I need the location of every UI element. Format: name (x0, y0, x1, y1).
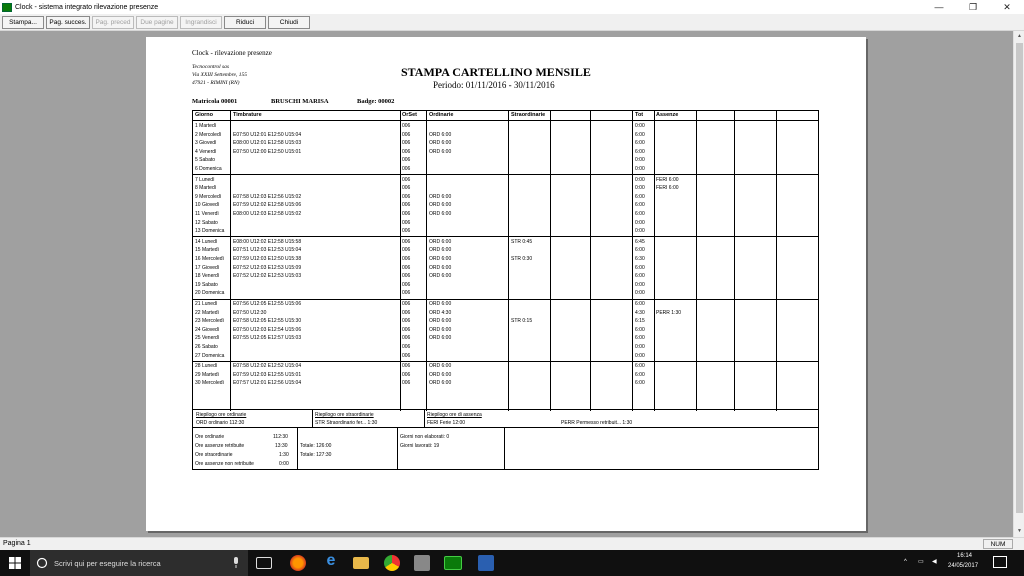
cell-tot: 0:00 (635, 228, 645, 235)
cell-giorno: 6 Domenica (195, 166, 222, 172)
table-row (193, 326, 820, 335)
cell-giorno: 5 Sabato (195, 157, 216, 164)
close-icon[interactable]: ✕ (1003, 1, 1011, 12)
cell-ordinarie: ORD 6:00 (429, 326, 452, 333)
cell-giorno: 28 Lunedì (195, 363, 218, 370)
zoom-in-button[interactable]: Ingrandisci (180, 16, 222, 29)
cell-straordinarie: STR 0:45 (511, 238, 533, 245)
cell-giorno: 21 Lunedì (195, 301, 218, 307)
badge: Badge: 00002 (357, 98, 395, 105)
summary-box (192, 410, 819, 428)
summary-divider (424, 410, 425, 428)
riepilogo-assenze-line1: FERI Ferie 12:00 (427, 420, 466, 426)
cell-orset: 006 (402, 238, 411, 245)
tot-label: Ore assenze non retribuite (195, 461, 254, 467)
col-header-timbrature: Timbrature (233, 112, 262, 118)
totale-1: Totale: 126:00 (300, 443, 332, 449)
table-row (193, 272, 820, 281)
table-row (193, 343, 820, 352)
col-header-giorno: Giorno (195, 112, 214, 118)
cell-giorno: 2 Mercoledì (195, 131, 222, 138)
cell-orset: 006 (402, 123, 411, 129)
table-row (193, 148, 820, 157)
cell-orset: 006 (402, 380, 411, 387)
cell-tot: 6:00 (635, 301, 645, 307)
cell-orset: 006 (402, 344, 411, 350)
table-row (193, 227, 820, 236)
cell-timbrature: E07:52 U12:02 E12:53 U15:03 (233, 273, 302, 280)
cell-tot: 0:00 (635, 166, 645, 172)
cell-timbrature: E07:58 U12:03 E12:56 U15:02 (233, 193, 302, 200)
close-button[interactable]: Chiudi (268, 16, 310, 29)
table-row (193, 131, 820, 140)
table-row (193, 176, 820, 185)
cell-tot: 0:00 (635, 344, 645, 350)
cell-tot: 6:45 (635, 238, 645, 245)
cell-orset: 006 (402, 256, 411, 262)
cell-tot: 0:00 (635, 123, 645, 129)
cell-giorno: 4 Venerdì (195, 148, 217, 155)
window-title: Clock - sistema integrato rilevazione presenze (15, 3, 159, 11)
cell-straordinarie: STR 0:30 (511, 256, 533, 262)
cell-assenze: PERR 1:30 (656, 309, 682, 316)
header-divider (193, 120, 818, 121)
cell-timbrature: E07:50 U12:03 E12:54 U15:06 (233, 326, 302, 333)
table-row (193, 165, 820, 174)
taskbar (0, 550, 1024, 576)
table-row (193, 300, 820, 309)
cell-giorno: 26 Sabato (195, 344, 218, 350)
cell-tot: 6:00 (635, 273, 645, 280)
cell-orset: 006 (402, 166, 411, 172)
title-bar (0, 0, 1024, 14)
riepilogo-straordinarie-line: STR Straordinario fer... 1:30 (315, 420, 378, 426)
app-icon[interactable] (414, 555, 430, 571)
clock-date[interactable]: 24/05/2017 (948, 563, 979, 569)
minimize-icon[interactable]: — (934, 2, 944, 12)
cell-giorno: 9 Mercoledì (195, 193, 222, 200)
cell-timbrature: E07:59 U12:03 E12:50 U15:38 (233, 256, 302, 262)
cell-tot: 6:00 (635, 380, 645, 387)
cell-giorno: 18 Venerdì (195, 273, 220, 280)
col-header-straordinarie: Straordinarie (511, 112, 546, 118)
cell-timbrature: E07:58 U12:02 E12:52 U15:04 (233, 363, 302, 370)
preview-viewport[interactable] (0, 31, 1013, 537)
cell-orset: 006 (402, 318, 411, 325)
tot-label: Ore assenze retribuite (195, 443, 245, 449)
cell-tot: 6:00 (635, 326, 645, 333)
cell-tot: 6:00 (635, 371, 645, 378)
cell-giorno: 27 Domenica (195, 352, 225, 359)
table-row (193, 255, 820, 264)
cell-giorno: 15 Martedì (195, 247, 219, 254)
microphone-icon[interactable] (232, 557, 240, 569)
scroll-thumb[interactable] (1016, 43, 1023, 513)
cell-orset: 006 (402, 301, 411, 307)
cell-tot: 6:15 (635, 318, 645, 325)
cell-ordinarie: ORD 6:00 (429, 247, 452, 254)
firefox-icon[interactable] (290, 555, 306, 571)
totale-2: Totale: 127:30 (300, 452, 332, 458)
taskbar-search[interactable] (30, 550, 248, 576)
cell-tot: 6:30 (635, 256, 645, 262)
cell-tot: 6:00 (635, 247, 645, 254)
cell-tot: 0:00 (635, 281, 645, 288)
cell-tot: 0:00 (635, 352, 645, 359)
cell-giorno: 3 Giovedì (195, 140, 217, 147)
cell-ordinarie: ORD 6:00 (429, 273, 452, 280)
totals-divider (297, 428, 298, 469)
cell-timbrature: E07:57 U12:01 E12:56 U15:04 (233, 380, 302, 387)
cell-tot: 6:00 (635, 148, 645, 155)
cell-orset: 006 (402, 290, 411, 297)
cell-ordinarie: ORD 6:00 (429, 301, 452, 307)
table-row (193, 184, 820, 193)
riepilogo-ordinarie-line: ORD ordinario 112:30 (196, 420, 245, 426)
riepilogo-straordinarie-title: Riepilogo ore straordinarie (315, 412, 374, 418)
cell-tot: 6:00 (635, 140, 645, 147)
tot-label: Ore straordinarie (195, 452, 233, 458)
table-row (193, 201, 820, 210)
tot-label: Ore ordinarie (195, 434, 225, 440)
cell-timbrature: E08:00 U12:03 E12:58 U15:02 (233, 211, 302, 217)
table-row (193, 334, 820, 343)
cell-giorno: 11 Venerdì (195, 211, 219, 217)
cell-tot: 6:00 (635, 211, 645, 217)
table-row (193, 309, 820, 318)
report-page (146, 37, 866, 531)
cell-giorno: 19 Sabato (195, 281, 218, 288)
cell-ordinarie: ORD 6:00 (429, 256, 452, 262)
notifications-icon[interactable] (993, 556, 1007, 568)
restore-icon[interactable]: ❐ (968, 1, 978, 12)
cell-giorno: 14 Lunedì (195, 238, 218, 245)
table-row (193, 264, 820, 273)
cell-orset: 006 (402, 326, 411, 333)
scroll-down-icon[interactable]: ▼ (1017, 528, 1022, 534)
table-row (193, 122, 820, 131)
cell-assenze: FERI 6:00 (656, 185, 679, 192)
cell-giorno: 23 Mercoledì (195, 318, 224, 325)
cell-giorno: 16 Mercoledì (195, 256, 224, 262)
clock-time[interactable]: 16:14 (957, 553, 973, 559)
prev-page-button[interactable]: Pag. preced (92, 16, 134, 29)
next-page-button[interactable]: Pag. succes. (46, 16, 90, 29)
task-view-icon[interactable] (256, 557, 272, 569)
summary-divider (312, 410, 313, 428)
scroll-up-icon[interactable]: ▲ (1017, 33, 1022, 39)
cell-ordinarie: ORD 6:00 (429, 371, 452, 378)
tot-value: 112:30 (273, 434, 288, 440)
cell-orset: 006 (402, 363, 411, 370)
cell-ordinarie: ORD 6:00 (429, 318, 452, 325)
cell-giorno: 22 Martedì (195, 309, 219, 316)
cell-ordinarie: ORD 6:00 (429, 335, 452, 342)
totals-box (192, 427, 819, 470)
cell-giorno: 29 Martedì (195, 371, 219, 378)
cell-ordinarie: ORD 6:00 (429, 148, 452, 155)
cell-timbrature: E07:58 U12:05 E12:55 U15:30 (233, 318, 302, 325)
cell-ordinarie: ORD 6:00 (429, 264, 452, 271)
status-bar (0, 537, 1024, 550)
cell-orset: 006 (402, 140, 411, 147)
table-row (193, 317, 820, 326)
table-row (193, 219, 820, 228)
table-row (193, 193, 820, 202)
table-row (193, 210, 820, 219)
cell-giorno: 24 Giovedì (195, 326, 220, 333)
network-icon[interactable]: ▭ (918, 559, 924, 565)
cell-giorno: 10 Giovedì (195, 202, 220, 209)
cell-ordinarie: ORD 6:00 (429, 363, 452, 370)
cell-timbrature: E08:00 U12:01 E12:58 U15:03 (233, 140, 302, 147)
zoom-out-button[interactable]: Riduci (224, 16, 266, 29)
cell-orset: 006 (402, 371, 411, 378)
cell-orset: 006 (402, 264, 411, 271)
attendance-table (192, 110, 819, 410)
file-explorer-icon[interactable] (353, 557, 369, 569)
col-header-assenze: Assenze (656, 112, 679, 118)
app-icon (2, 3, 12, 12)
cell-tot: 6:00 (635, 264, 645, 271)
table-row (193, 362, 820, 371)
cell-ordinarie: ORD 4:30 (429, 309, 452, 316)
employee-name: BRUSCHI MARISA (271, 98, 329, 105)
table-row (193, 352, 820, 361)
table-row (193, 139, 820, 148)
two-pages-button[interactable]: Due pagine (136, 16, 178, 29)
cell-orset: 006 (402, 148, 411, 155)
cell-ordinarie: ORD 6:00 (429, 380, 452, 387)
cell-orset: 006 (402, 202, 411, 209)
cell-orset: 006 (402, 352, 411, 359)
cell-timbrature: E07:50 U12:01 E12:50 U15:04 (233, 131, 302, 138)
table-row (193, 281, 820, 290)
cell-giorno: 20 Domenica (195, 290, 225, 297)
edge-icon[interactable]: e (326, 552, 336, 569)
cell-ordinarie: ORD 6:00 (429, 140, 452, 147)
volume-icon[interactable]: ◀ (932, 559, 937, 565)
clock-app-icon[interactable] (444, 556, 462, 570)
cell-orset: 006 (402, 211, 411, 217)
report-title: STAMPA CARTELLINO MENSILE (401, 65, 591, 79)
cell-orset: 006 (402, 185, 411, 192)
company-address: Via XXIII Settembre, 155 (192, 72, 247, 78)
cell-timbrature: E07:55 U12:05 E12:57 U15:03 (233, 335, 302, 342)
riepilogo-assenze-line2: PERR Permesso retribuit... 1:30 (561, 420, 633, 426)
cell-assenze: FERI 6:00 (656, 176, 679, 183)
tray-chevron-icon[interactable]: ^ (904, 559, 907, 565)
search-icon (36, 557, 48, 569)
col-header-orset: OrSet (402, 112, 417, 118)
cell-giorno: 17 Giovedì (195, 264, 220, 271)
cell-giorno: 25 Venerdì (195, 335, 220, 342)
search-placeholder: Scrivi qui per eseguire la ricerca (54, 558, 161, 568)
cell-tot: 6:00 (635, 131, 645, 138)
cell-giorno: 13 Domenica (195, 228, 225, 235)
print-button[interactable]: Stampa... (2, 16, 44, 29)
cell-ordinarie: ORD 6:00 (429, 211, 452, 217)
cell-orset: 006 (402, 176, 411, 183)
cell-tot: 0:00 (635, 219, 645, 226)
num-lock-indicator: NUM (983, 539, 1013, 549)
riepilogo-assenze-title: Riepilogo ore di assenza (427, 412, 482, 418)
cell-ordinarie: ORD 6:00 (429, 193, 452, 200)
cell-giorno: 12 Sabato (195, 219, 218, 226)
table-row (193, 156, 820, 165)
cell-orset: 006 (402, 228, 411, 235)
cell-timbrature: E07:59 U12:02 E12:58 U15:06 (233, 202, 302, 209)
cell-timbrature: E07:52 U12:03 E12:53 U15:09 (233, 264, 302, 271)
cell-ordinarie: ORD 6:00 (429, 238, 452, 245)
giorni-lavorati: Giorni lavorati: 19 (400, 443, 440, 449)
company-name: Tecnocontrol sas (192, 64, 230, 70)
cell-orset: 006 (402, 309, 411, 316)
cell-tot: 0:00 (635, 185, 645, 192)
windows-icon (9, 557, 21, 569)
cell-timbrature: E07:59 U12:03 E12:55 U15:01 (233, 371, 302, 378)
cell-orset: 006 (402, 281, 411, 288)
cell-tot: 6:00 (635, 363, 645, 370)
col-header-tot: Tot (635, 112, 644, 118)
cell-giorno: 30 Mercoledì (195, 380, 224, 387)
cell-orset: 006 (402, 247, 411, 254)
cell-orset: 006 (402, 273, 411, 280)
col-header-ordinarie: Ordinarie (429, 112, 454, 118)
tot-value: 1:30 (279, 452, 289, 458)
chrome-icon[interactable] (384, 555, 400, 571)
cell-timbrature: E08:00 U12:02 E12:58 U15:58 (233, 238, 302, 245)
cell-orset: 006 (402, 157, 411, 164)
page-indicator: Pagina 1 (3, 540, 31, 547)
cell-tot: 6:00 (635, 193, 645, 200)
cell-giorno: 1 Martedì (195, 123, 217, 129)
cell-straordinarie: STR 0:15 (511, 318, 533, 325)
report-period: Periodo: 01/11/2016 - 30/11/2016 (433, 80, 555, 90)
report-app-header: Clock - rilevazione presenze (192, 49, 272, 57)
vertical-scrollbar[interactable] (1013, 31, 1024, 537)
table-row (193, 246, 820, 255)
table-row (193, 371, 820, 380)
start-button[interactable] (0, 550, 30, 576)
cell-orset: 006 (402, 219, 411, 226)
cell-timbrature: E07:51 U12:03 E12:53 U15:04 (233, 247, 302, 254)
cell-tot: 0:00 (635, 176, 645, 183)
app-icon[interactable] (478, 555, 494, 571)
matricola: Matricola 00001 (192, 98, 238, 105)
table-row (193, 289, 820, 298)
preview-toolbar (0, 14, 1024, 31)
cell-tot: 6:00 (635, 202, 645, 209)
cell-tot: 0:00 (635, 290, 645, 297)
cell-timbrature: E07:50 U12:00 E12:50 U15:01 (233, 148, 302, 155)
cell-giorno: 8 Martedì (195, 185, 217, 192)
totals-divider (397, 428, 398, 469)
cell-tot: 4:30 (635, 309, 645, 316)
cell-orset: 006 (402, 335, 411, 342)
tot-value: 0:00 (279, 461, 289, 467)
tot-value: 13:30 (275, 443, 288, 449)
totals-divider (504, 428, 505, 469)
cell-ordinarie: ORD 6:00 (429, 202, 452, 209)
cell-orset: 006 (402, 193, 411, 200)
cell-orset: 006 (402, 131, 411, 138)
cell-ordinarie: ORD 6:00 (429, 131, 452, 138)
cell-giorno: 7 Lunedì (195, 176, 215, 183)
cell-timbrature: E07:56 U12:05 E12:55 U15:06 (233, 301, 302, 307)
giorni-non-elaborati: Giorni non elaborati: 0 (400, 434, 450, 440)
cell-tot: 6:00 (635, 335, 645, 342)
cell-tot: 0:00 (635, 157, 645, 164)
riepilogo-ordinarie-title: Riepilogo ore ordinarie (196, 412, 247, 418)
table-row (193, 238, 820, 247)
company-city: 47921 - RIMINI (RN) (192, 80, 240, 86)
table-row (193, 379, 820, 388)
cell-timbrature: E07:50 U12:30 (233, 309, 267, 316)
